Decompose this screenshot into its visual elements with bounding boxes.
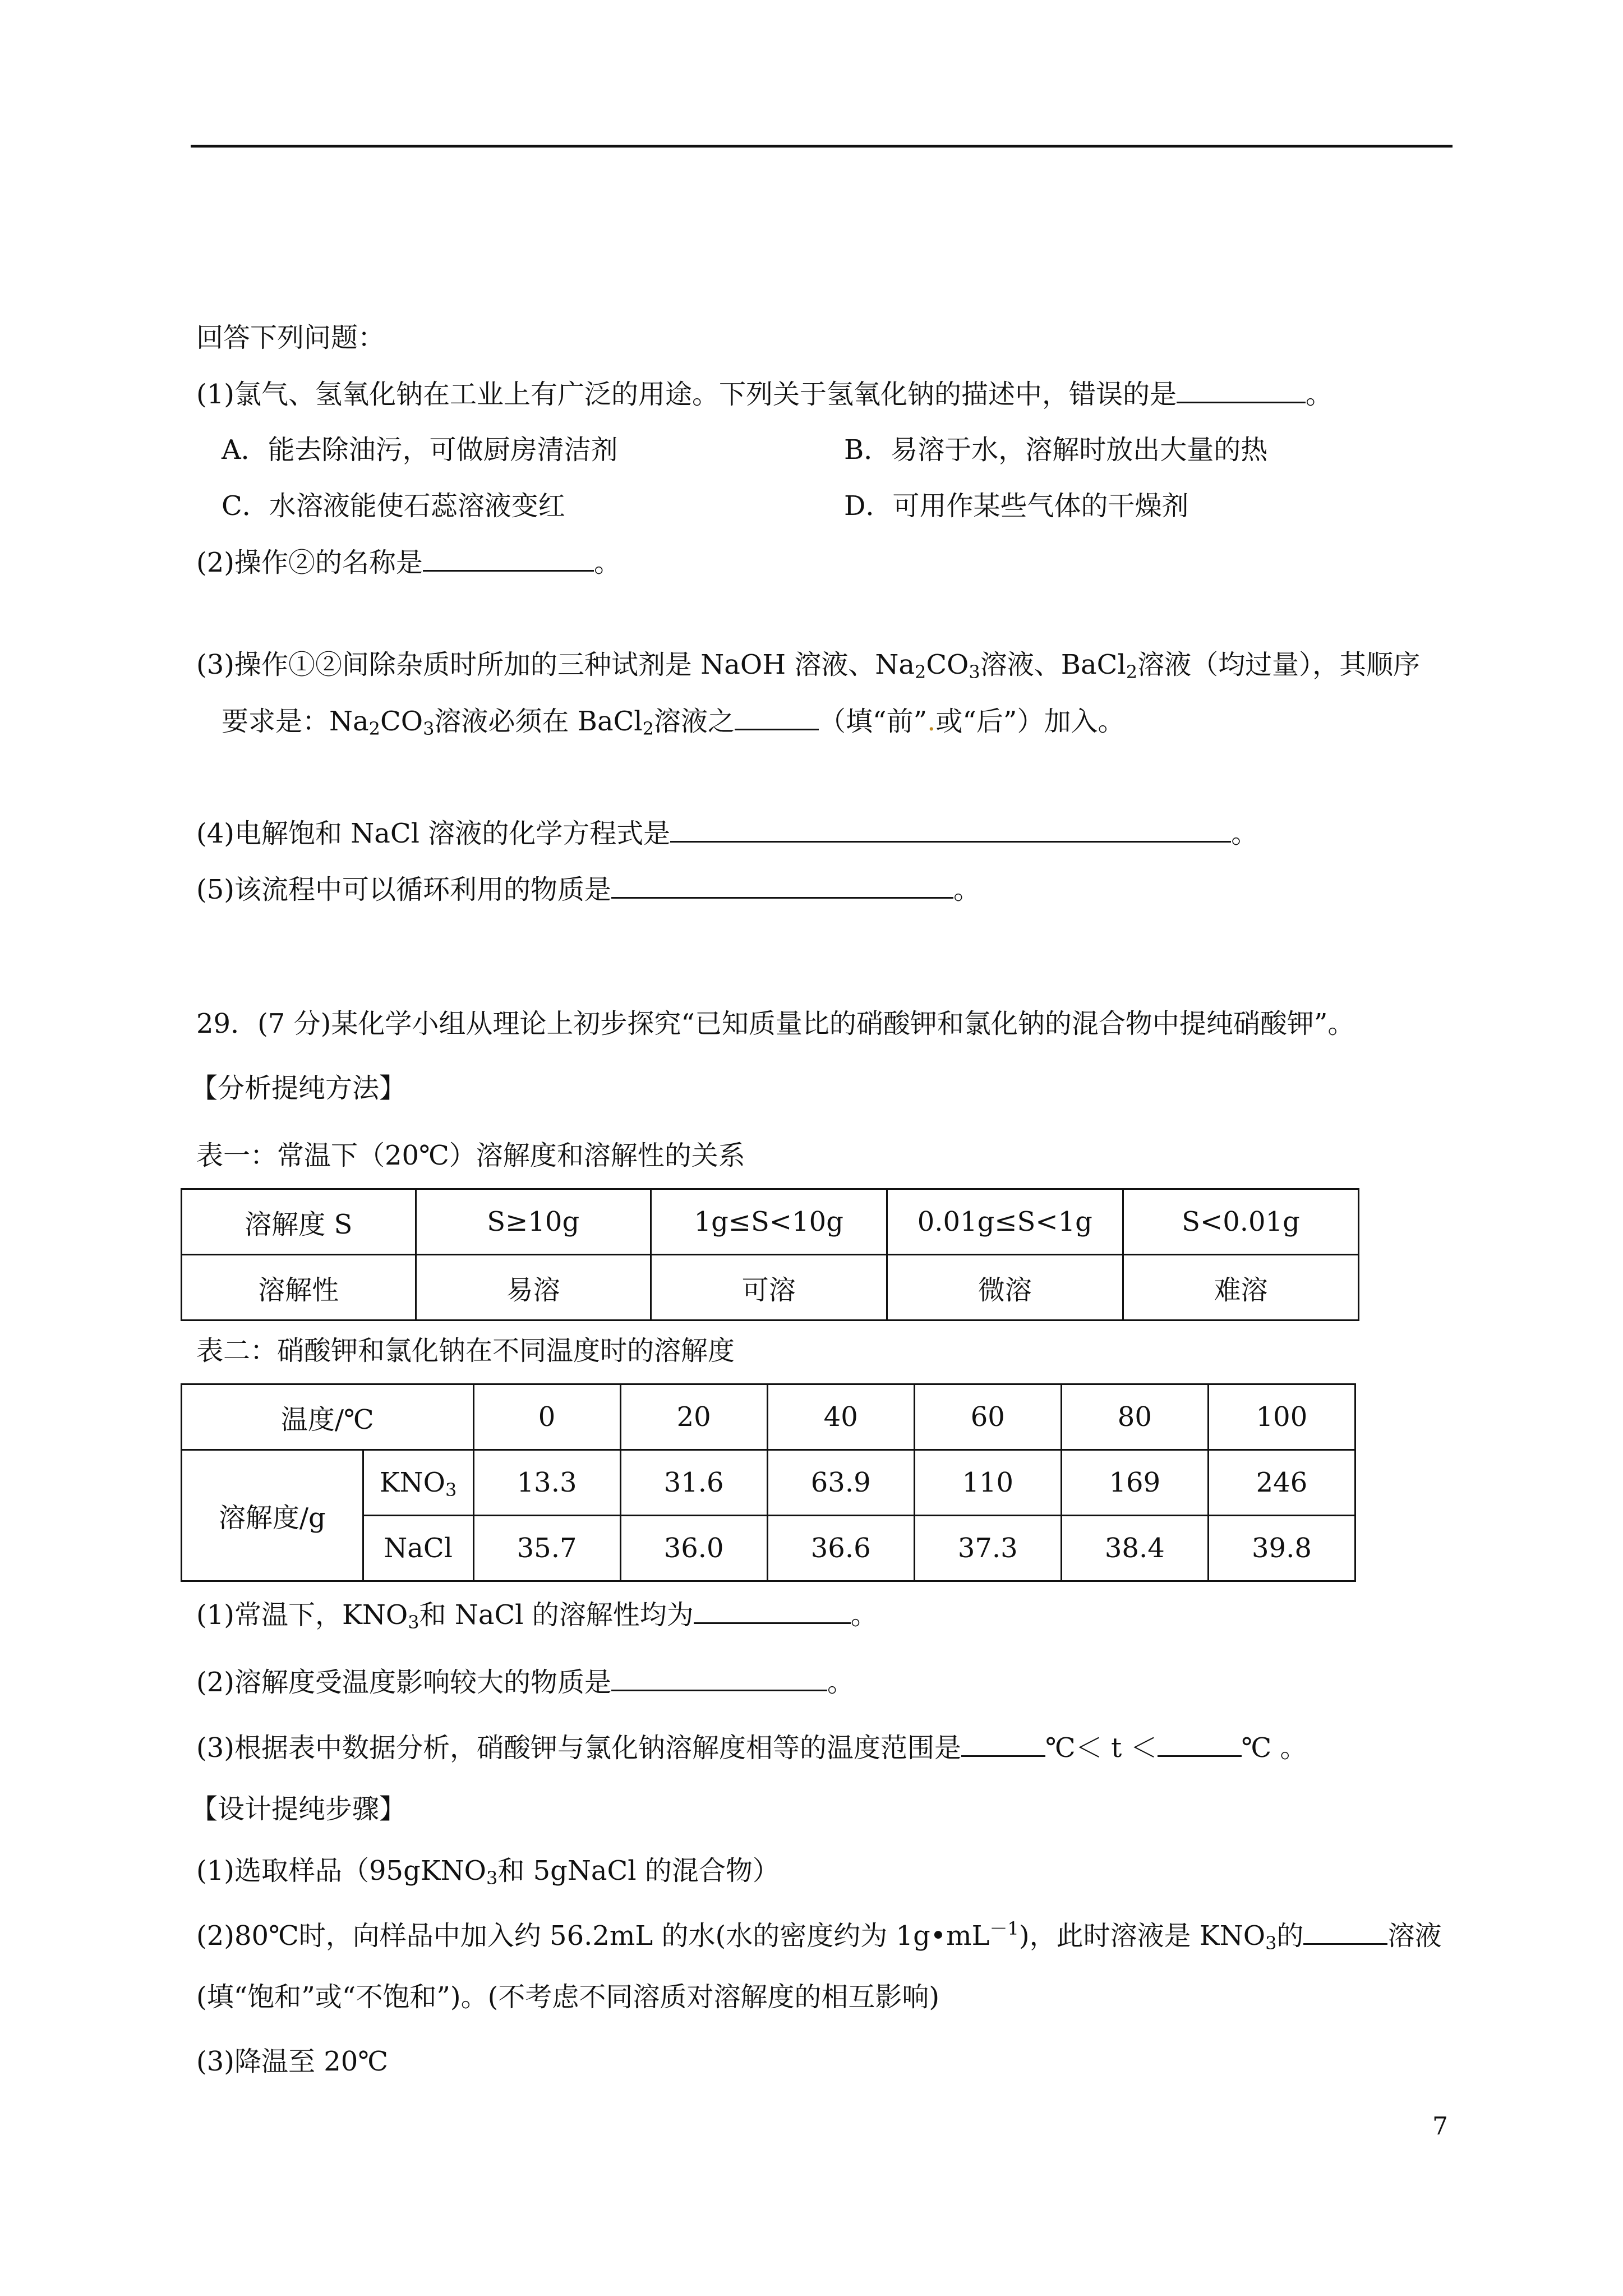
q3-sub-3: 2 [1126, 661, 1138, 683]
nacl-value: 37.3 [914, 1516, 1061, 1581]
table-1-cell: 微溶 [887, 1255, 1123, 1320]
temperature-header: 温度/℃ [182, 1384, 474, 1450]
q3-line2-text-2: CO [380, 706, 423, 737]
question-4 [196, 816, 1258, 850]
section-analysis: 【分析提纯方法】 [191, 1073, 407, 1104]
step-2-text-3: 的 [1276, 1920, 1304, 1952]
option-a: A．能去除油污，可做厨房清洁剂 [222, 434, 618, 466]
answer-blank-3[interactable] [735, 704, 819, 730]
q3-text-2: CO [926, 649, 969, 680]
answer-blank-9[interactable] [1158, 1731, 1242, 1757]
analysis-question-2 [196, 1665, 854, 1699]
answer-blank-4[interactable] [670, 816, 1231, 843]
step-2-sub: 3 [1265, 1932, 1277, 1954]
solubility-row-label: 溶解度/g [182, 1450, 363, 1581]
step-1 [196, 1854, 780, 1888]
step-2 [196, 1918, 1441, 1953]
analysis-q1-text-1: (1)常温下，K [196, 1599, 362, 1631]
q3-line2-sub-3: 2 [642, 718, 654, 739]
answer-blank-2[interactable] [423, 545, 594, 572]
question-5 [196, 872, 980, 907]
section-design: 【设计提纯步骤】 [191, 1793, 407, 1825]
question-2-end: 。 [594, 547, 621, 578]
analysis-question-3 [196, 1731, 1307, 1765]
table-1-cell: 0.01g≤S<1g [887, 1189, 1123, 1255]
table-1-cell: S≥10g [416, 1189, 651, 1255]
kno3-label-text: KNO [379, 1467, 446, 1498]
q3-line2-text-1: 要求是：Na [222, 706, 369, 737]
answer-blank-7[interactable] [611, 1665, 827, 1691]
q3-line2-sub-2: 3 [423, 718, 435, 739]
answer-blank-1[interactable] [1177, 377, 1306, 403]
kno3-value: 13.3 [473, 1450, 620, 1516]
table-1-cell: 难溶 [1123, 1255, 1359, 1320]
analysis-q3-end: ℃ 。 [1241, 1732, 1307, 1764]
option-d: D．可用作某些气体的干燥剂 [844, 490, 1189, 522]
question-4-end: 。 [1231, 818, 1258, 849]
kno3-value: 110 [914, 1450, 1061, 1516]
q3-line2-sub-1: 2 [368, 718, 380, 739]
analysis-q3-mid: ℃＜ t ＜ [1045, 1732, 1158, 1764]
temperature-value: 100 [1208, 1384, 1355, 1450]
question-5-prompt: (5)该流程中可以循环利用的物质是 [196, 874, 611, 905]
answer-blank-10[interactable] [1303, 1918, 1387, 1945]
table-1-cell: S<0.01g [1123, 1189, 1359, 1255]
step-1-text-1: (1)选取样品（95gKNO [196, 1855, 487, 1887]
step-2-text-4: 溶液 [1387, 1920, 1442, 1952]
step-2-sup: －1 [989, 1918, 1019, 1939]
q3-line2-text-3: 溶液必须在 BaCl [434, 706, 643, 737]
analysis-q1-text-2: NO [362, 1599, 408, 1631]
question-5-end: 。 [953, 874, 981, 905]
question-2 [196, 545, 621, 579]
question-4-prompt: (4)电解饱和 NaCl 溶液的化学方程式是 [196, 818, 671, 849]
q3-line2-text-6: 或“后”）加入。 [935, 706, 1125, 737]
q3-sub-2: 3 [969, 661, 980, 683]
analysis-q1-text-3: 和 NaCl 的溶解性均为 [419, 1599, 694, 1631]
table-1-caption: 表一：常温下（20℃）溶解度和溶解性的关系 [196, 1140, 745, 1171]
question-29-title: 29．(7 分)某化学小组从理论上初步探究“已知质量比的硝酸钾和氯化钠的混合物中提纯硝酸钾”。 [196, 1008, 1355, 1039]
temperature-value: 60 [914, 1384, 1061, 1450]
question-3-line-2 [222, 704, 1124, 738]
question-1 [196, 377, 1332, 411]
nacl-value: 36.0 [620, 1516, 767, 1581]
table-1-cell: 1g≤S<10g [651, 1189, 887, 1255]
table-1-cell: 可溶 [651, 1255, 887, 1320]
q3-sub-1: 2 [914, 661, 926, 683]
table-1-cell: 溶解性 [182, 1255, 416, 1320]
temperature-value: 40 [767, 1384, 914, 1450]
table-2-caption: 表二：硝酸钾和氯化钠在不同温度时的溶解度 [196, 1335, 735, 1366]
nacl-value: 35.7 [473, 1516, 620, 1581]
analysis-q1-sub: 3 [408, 1612, 419, 1633]
nacl-value: 38.4 [1061, 1516, 1208, 1581]
solubility-data-table [181, 1383, 1356, 1582]
kno3-value: 63.9 [767, 1450, 914, 1516]
step-1-sub: 3 [486, 1867, 498, 1889]
temperature-value: 20 [620, 1384, 767, 1450]
option-b: B．易溶于水，溶解时放出大量的热 [844, 434, 1268, 466]
intro-text: 回答下列问题： [196, 322, 385, 353]
table-1-cell: 溶解度 S [182, 1189, 416, 1255]
kno3-label-sub: 3 [445, 1479, 457, 1501]
kno3-value: 31.6 [620, 1450, 767, 1516]
analysis-q2-end: 。 [827, 1667, 855, 1698]
q3-text-3: 溶液、BaCl [980, 649, 1126, 680]
step-2-line-2: (填“饱和”或“不饱和”)。(不考虑不同溶质对溶解度的相互影响) [196, 1981, 940, 2013]
step-1-text-2: 和 5gNaCl 的混合物） [497, 1855, 780, 1887]
answer-blank-5[interactable] [611, 872, 953, 899]
nacl-label: NaCl [363, 1516, 473, 1581]
page-number: 7 [1432, 2112, 1448, 2141]
kno3-value: 169 [1061, 1450, 1208, 1516]
question-1-end: 。 [1306, 379, 1333, 410]
option-c: C．水溶液能使石蕊溶液变红 [222, 490, 565, 522]
temperature-value: 0 [473, 1384, 620, 1450]
analysis-question-1 [196, 1598, 878, 1632]
q3-dot: . [927, 706, 936, 737]
kno3-value: 246 [1208, 1450, 1355, 1516]
step-3: (3)降温至 20℃ [196, 2046, 389, 2077]
analysis-q2-text: (2)溶解度受温度影响较大的物质是 [196, 1667, 611, 1698]
header-rule [191, 145, 1453, 148]
nacl-value: 39.8 [1208, 1516, 1355, 1581]
question-1-prompt: (1)氯气、氢氧化钠在工业上有广泛的用途。下列关于氢氧化钠的描述中，错误的是 [196, 379, 1177, 410]
answer-blank-6[interactable] [694, 1598, 851, 1624]
analysis-q3-text: (3)根据表中数据分析，硝酸钾与氯化钠溶解度相等的温度范围是 [196, 1732, 961, 1764]
q3-line2-text-4: 溶液之 [654, 706, 735, 737]
table-1-cell: 易溶 [416, 1255, 651, 1320]
kno3-label [363, 1450, 473, 1516]
q3-text-4: 溶液（均过量），其顺序 [1137, 649, 1421, 680]
step-2-text-2: )，此时溶液是 KNO [1018, 1920, 1266, 1952]
question-2-prompt: (2)操作②的名称是 [196, 547, 423, 578]
temperature-value: 80 [1061, 1384, 1208, 1450]
step-2-text-1: (2)80℃时，向样品中加入约 56.2mL 的水(水的密度约为 1g•mL [196, 1920, 990, 1952]
solubility-class-table [181, 1188, 1359, 1321]
q3-text-1: (3)操作①②间除杂质时所加的三种试剂是 NaOH 溶液、Na [196, 649, 915, 680]
analysis-q1-end: 。 [850, 1599, 878, 1631]
nacl-value: 36.6 [767, 1516, 914, 1581]
question-3 [196, 648, 1420, 682]
answer-blank-8[interactable] [961, 1731, 1045, 1757]
q3-line2-text-5: （填“前” [819, 706, 928, 737]
